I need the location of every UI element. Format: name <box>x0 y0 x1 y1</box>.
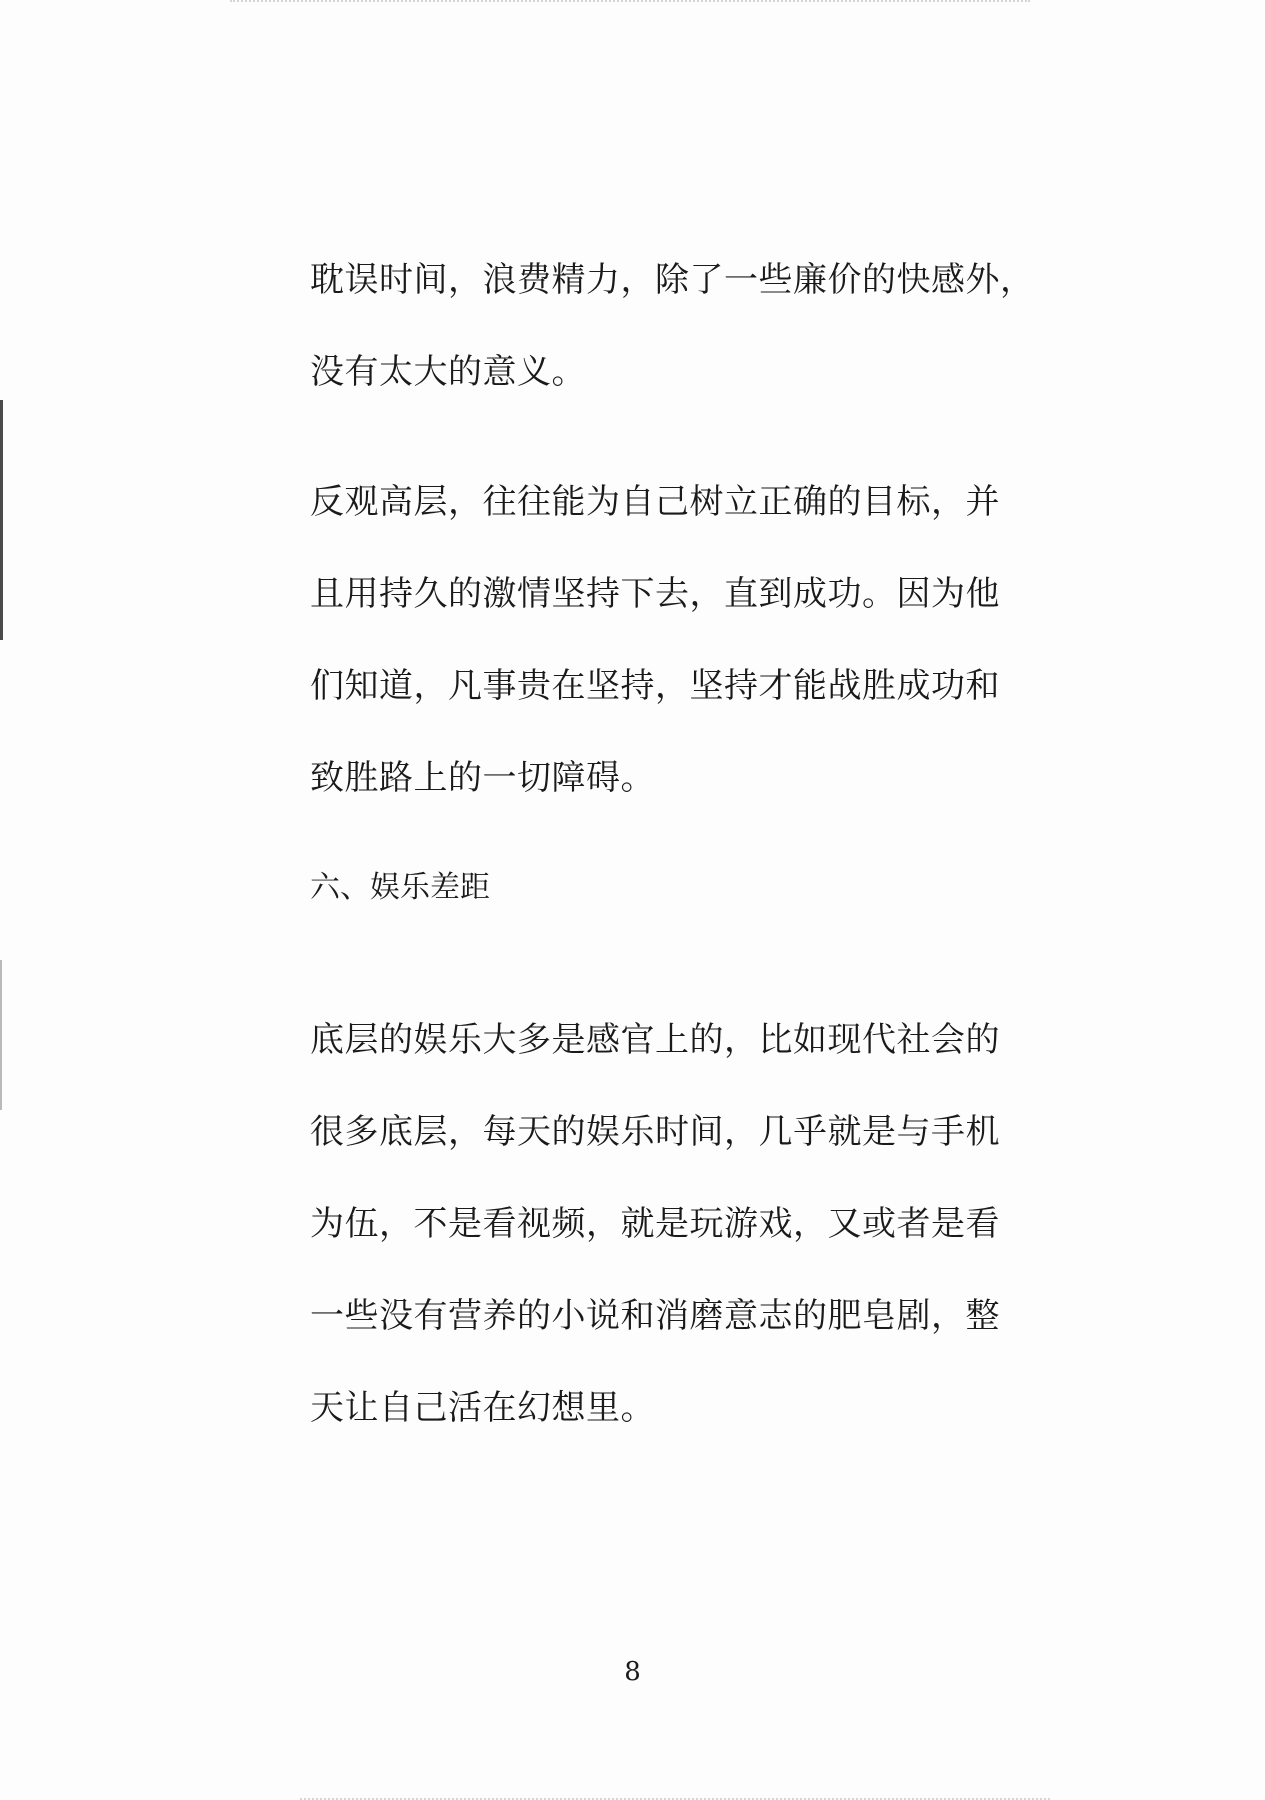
paragraph-line: 底层的娱乐大多是感官上的，比如现代社会的 <box>310 1020 1000 1060</box>
paragraph-line: 很多底层，每天的娱乐时间，几乎就是与手机 <box>310 1112 1000 1152</box>
paragraph-2 <box>310 456 1025 824</box>
paragraph-line: 一些没有营养的小说和消磨意志的肥皂剧，整 <box>310 1296 1000 1336</box>
scan-artifact-left-edge-faint <box>0 960 5 1110</box>
paragraph-line: 且用持久的激情坚持下去，直到成功。因为他 <box>310 574 1000 614</box>
scan-artifact-left-edge <box>0 400 9 640</box>
paragraph-1 <box>310 234 1035 418</box>
page-number: 8 <box>624 1657 641 1687</box>
paragraph-line: 耽误时间，浪费精力，除了一些廉价的快感外， <box>310 260 1035 300</box>
paragraph-line: 致胜路上的一切障碍。 <box>310 758 655 798</box>
paragraph-line: 天让自己活在幻想里。 <box>310 1388 655 1428</box>
paragraph-line: 们知道，凡事贵在坚持，坚持才能战胜成功和 <box>310 666 1000 706</box>
scan-artifact-bottom <box>300 1792 1050 1800</box>
paragraph-line: 为伍，不是看视频，就是玩游戏，又或者是看 <box>310 1204 1000 1244</box>
section-heading: 六、娱乐差距 <box>310 870 490 905</box>
paragraph-3 <box>310 994 1025 1454</box>
paragraph-line: 没有太大的意义。 <box>310 352 586 392</box>
scan-artifact-top <box>230 0 1030 8</box>
paragraph-line: 反观高层，往往能为自己树立正确的目标，并 <box>310 482 1000 522</box>
